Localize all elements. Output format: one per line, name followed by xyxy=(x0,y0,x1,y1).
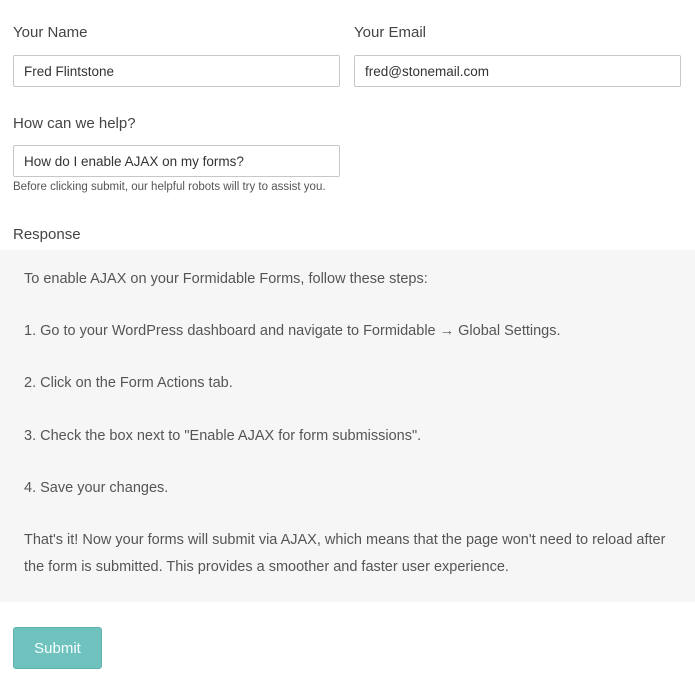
response-paragraph: That's it! Now your forms will submit via AJAX, which means that the page won't need to reload after the form is submitted. This provides a smoother and faster user experience. xyxy=(24,532,666,575)
response-paragraph: 3. Check the box next to "Enable AJAX for form submissions". xyxy=(24,428,422,444)
response-paragraph: 2. Click on the Form Actions tab. xyxy=(24,375,233,391)
response-label: Response xyxy=(13,226,81,243)
response-box xyxy=(0,250,695,602)
response-paragraph: 4. Save your changes. xyxy=(24,480,169,496)
submit-button[interactable]: Submit xyxy=(13,627,102,669)
help-input[interactable] xyxy=(13,145,340,177)
email-label: Your Email xyxy=(354,24,426,41)
email-input[interactable] xyxy=(354,55,681,87)
response-paragraph: 1. Go to your WordPress dashboard and navigate to Formidable → Global Settings. xyxy=(24,323,561,339)
name-label: Your Name xyxy=(13,24,88,41)
help-label: How can we help? xyxy=(13,115,136,132)
name-input[interactable] xyxy=(13,55,340,87)
response-paragraph: To enable AJAX on your Formidable Forms, follow these steps: xyxy=(24,271,428,287)
help-hint: Before clicking submit, our helpful robots will try to assist you. xyxy=(13,181,326,193)
